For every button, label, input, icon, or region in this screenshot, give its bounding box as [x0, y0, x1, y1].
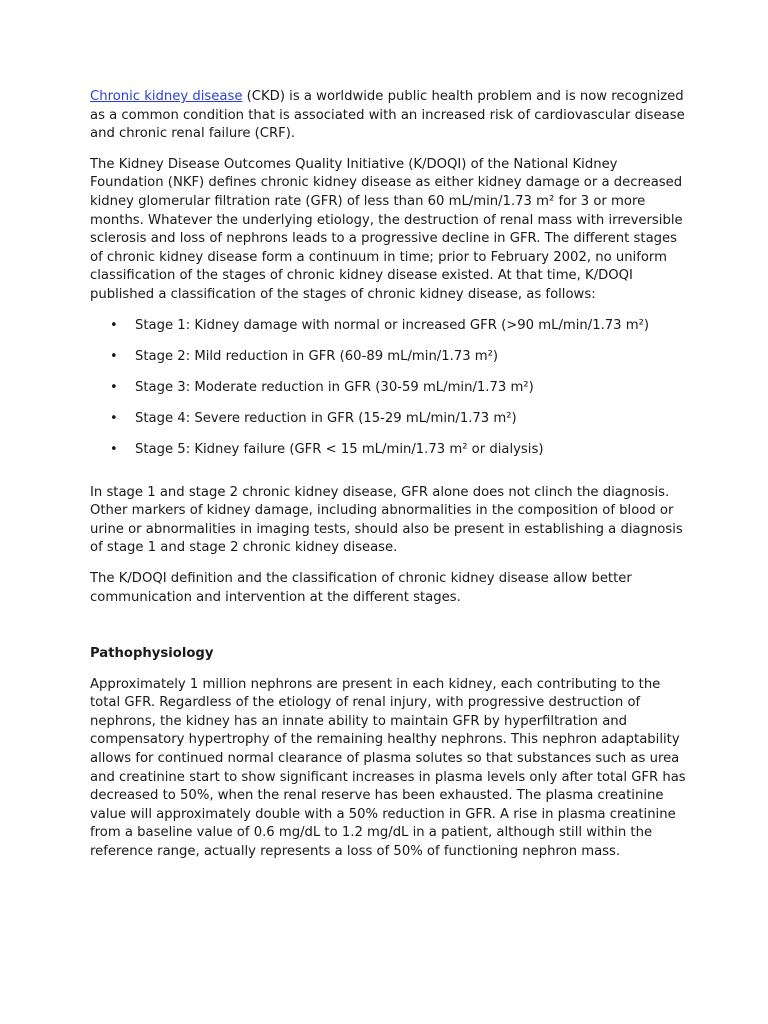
stage-text: Stage 1: Kidney damage with normal or increased GFR (>90 mL/min/1.73 m²) [135, 317, 650, 333]
stage-text: Stage 4: Severe reduction in GFR (15-29 mL/min/1.73 m²) [135, 410, 517, 426]
bullet-icon: • [110, 410, 118, 426]
stage-text: Stage 5: Kidney failure (GFR < 15 mL/min/1.73 m² or dialysis) [135, 441, 544, 457]
stage-list-item [90, 348, 690, 379]
stage-list-item [90, 441, 690, 472]
pathophysiology-paragraph: Approximately 1 million nephrons are present in each kidney, each contributing to the total GFR. Regardless of the etiology of renal injury, with progressive destruction of nephrons, the kidney has an innate ability to maintain GFR by hyperfiltration and compensatory hypertrophy of the remaining healthy nephrons. This nephron adaptability allows for continued normal clearance of plasma solutes so that substances such as urea and creatinine start to show significant increases in plasma levels only after total GFR has decreased to 50%, when the renal reserve has been exhausted. The plasma creatinine value will approximately double with a 50% reduction in GFR. A rise in plasma creatinine from a baseline value of 0.6 mg/dL to 1.2 mg/dL in a patient, although still within the reference range, actually represents a loss of 50% of functioning nephron mass. [90, 676, 686, 860]
stage-list [90, 317, 690, 472]
bullet-icon: • [110, 317, 118, 333]
bullet-icon: • [110, 348, 118, 364]
ckd-link[interactable]: Chronic kidney disease [90, 89, 243, 104]
classification-paragraph: The K/DOQI definition and the classification of chronic kidney disease allow better communication and intervention at the different stages. [90, 570, 632, 605]
section-heading-pathophysiology: Pathophysiology [90, 646, 214, 662]
stage-text: Stage 2: Mild reduction in GFR (60-89 mL/min/1.73 m²) [135, 348, 499, 364]
intro-text: (CKD) is a worldwide public health problem and is now recognized as a common condition that is associated with an increased risk of cardiovascular disease and chronic renal failure (CRF). [90, 89, 685, 142]
stage12-paragraph: In stage 1 and stage 2 chronic kidney disease, GFR alone does not clinch the diagnosis. Other markers of kidney damage, including abnormalities in the composition of blood or urine or abnormalities in imaging tests, should also be present in establishing a diagnosis of stage 1 and stage 2 chronic kidney disease. [90, 484, 683, 556]
stage-list-item [90, 410, 690, 441]
document-body [90, 88, 690, 874]
bullet-icon: • [110, 379, 118, 395]
stage-list-item [90, 379, 690, 410]
stage-text: Stage 3: Moderate reduction in GFR (30-59 mL/min/1.73 m²) [135, 379, 534, 395]
bullet-icon: • [110, 441, 118, 457]
definition-paragraph: The Kidney Disease Outcomes Quality Initiative (K/DOQI) of the National Kidney Foundation (NKF) defines chronic kidney disease as either kidney damage or a decreased kidney glomerular filtration rate (GFR) of less than 60 mL/min/1.73 m² for 3 or more months. Whatever the underlying etiology, the destruction of renal mass with irreversible sclerosis and loss of nephrons leads to a progressive decline in GFR. The different stages of chronic kidney disease form a continuum in time; prior to February 2002, no uniform classification of the stages of chronic kidney disease existed. At that time, K/DOQI published a classification of the stages of chronic kidney disease, as follows: [90, 156, 683, 302]
stage-list-item [90, 317, 690, 348]
intro-paragraph [90, 88, 690, 144]
